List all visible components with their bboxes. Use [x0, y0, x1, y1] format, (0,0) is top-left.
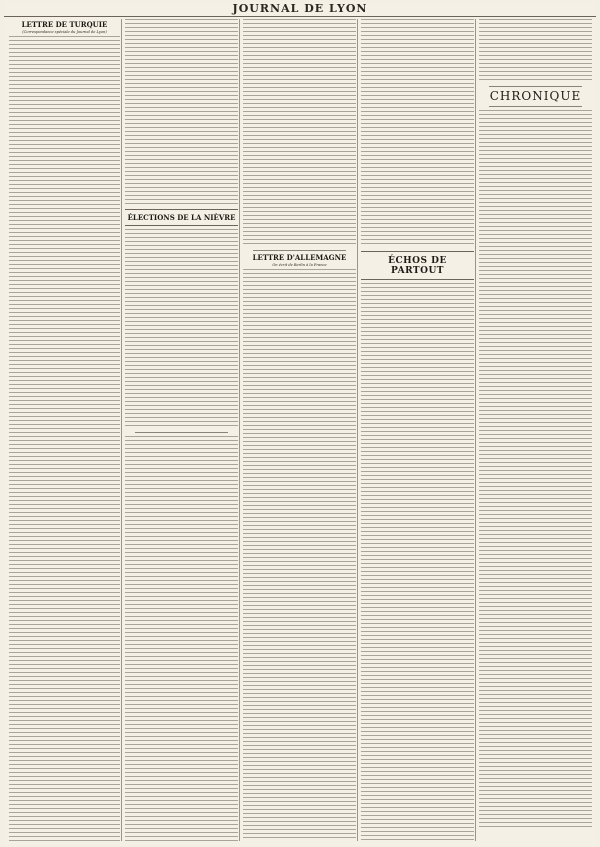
article-subheading: (Correspondance spéciale du Journal de Lyon) [22, 30, 107, 34]
column-4 [361, 19, 474, 841]
column-3 [243, 19, 356, 841]
separator [489, 86, 582, 87]
article-body-text [243, 19, 356, 247]
separator [253, 250, 346, 251]
article-body-text [361, 19, 474, 247]
article-body-text [479, 19, 592, 83]
article-heading-lettre-de-turquie: LETTRE DE TURQUIE [21, 20, 108, 29]
column-1 [9, 19, 120, 841]
article-body-text [125, 19, 238, 205]
newspaper-title: JOURNAL DE LYON [232, 2, 368, 15]
article-body-text [243, 269, 356, 841]
column-2 [125, 19, 238, 841]
article-heading-elections-nievre: ÉLECTIONS DE LA NIÈVRE [127, 213, 236, 222]
column-rule [475, 19, 476, 841]
article-heading-lettre-allemagne: LETTRE D'ALLEMAGNE [252, 253, 347, 262]
column-5 [479, 19, 592, 841]
article-body-text [479, 110, 592, 830]
article-body-text [9, 36, 120, 841]
article-body-text [125, 229, 238, 429]
column-rule [121, 19, 122, 841]
separator [489, 106, 582, 107]
masthead [4, 2, 596, 17]
article-body-text [361, 283, 474, 841]
column-rule [357, 19, 358, 841]
column-rule [239, 19, 240, 841]
section-header [361, 251, 474, 280]
article-heading-chronique: CHRONIQUE [489, 89, 582, 103]
article-heading-echos-de-partout: ÉCHOS DE PARTOUT [388, 256, 447, 276]
separator [135, 432, 228, 433]
section-header [125, 209, 238, 226]
article-subheading: On écrit de Berlin à la France [272, 263, 327, 267]
newspaper-page [4, 2, 596, 845]
article-body-text [125, 436, 238, 841]
